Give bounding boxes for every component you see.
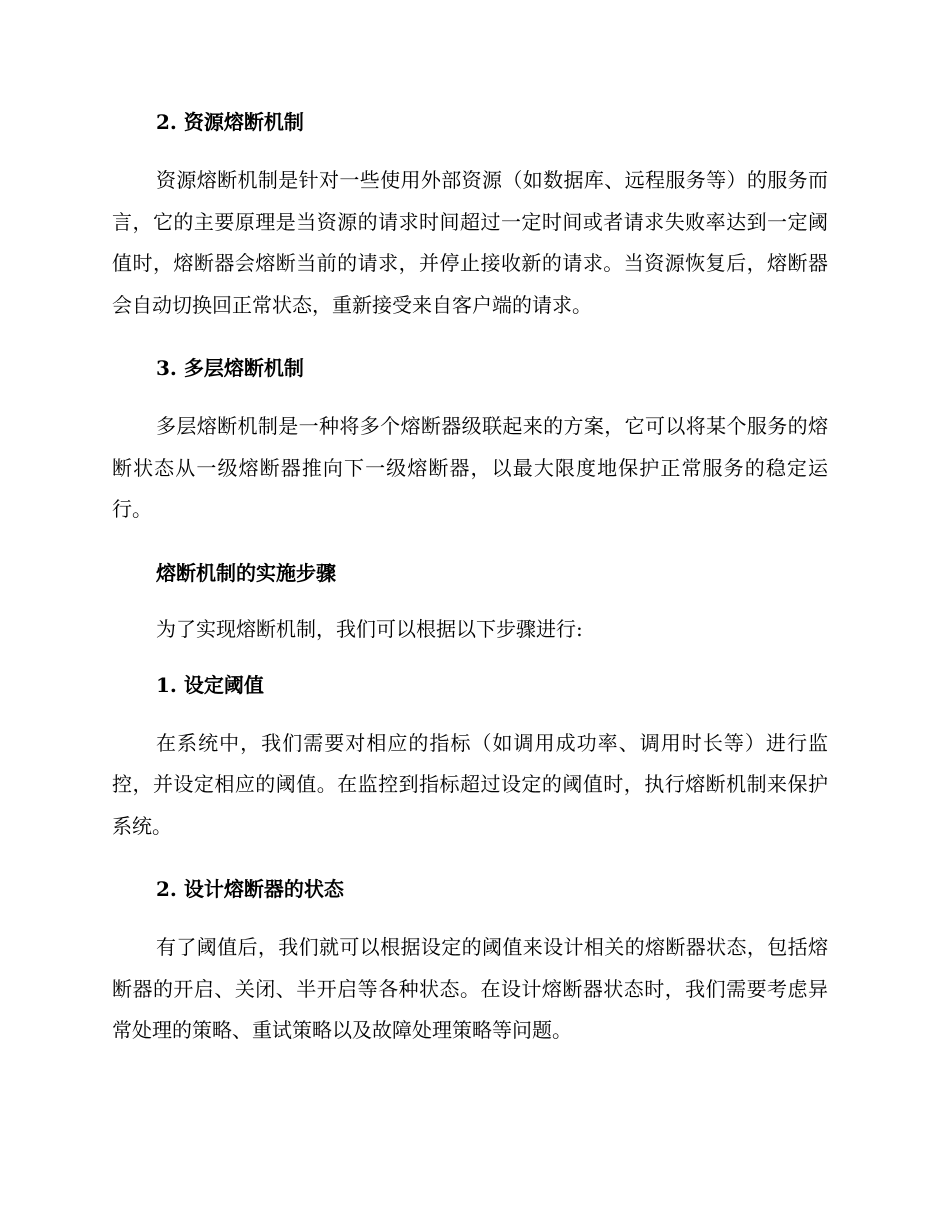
document-content [112, 108, 828, 1052]
section-body-resource-circuit-breaker: 资源熔断机制是针对一些使用外部资源（如数据库、远程服务等）的服务而言，它的主要原理是当资源的请求时间超过一定时间或者请求失败率达到一定阈值时，熔断器会熔断当前的请求，并停止接收新的请求。当资源恢复后，熔断器会自动切换回正常状态，重新接受来自客户端的请求。 [112, 168, 828, 317]
section-heading-implementation-steps: 熔断机制的实施步骤 [156, 560, 336, 585]
section-heading-resource-circuit-breaker: 2. 资源熔断机制 [156, 110, 304, 134]
section-body-design-breaker-states: 有了阈值后，我们就可以根据设定的阈值来设计相关的熔断器状态，包括熔断器的开启、关闭、半开启等各种状态。在设计熔断器状态时，我们需要考虑异常处理的策略、重试策略以及故障处理策略等问题。 [112, 935, 828, 1042]
section-heading-set-threshold: 1. 设定阈值 [156, 672, 264, 697]
section-body-multilayer-circuit-breaker: 多层熔断机制是一种将多个熔断器级联起来的方案，它可以将某个服务的熔断状态从一级熔断器推向下一级熔断器，以最大限度地保护正常服务的稳定运行。 [112, 414, 828, 521]
section-heading-design-breaker-states: 2. 设计熔断器的状态 [156, 877, 344, 901]
section-intro-implementation-steps: 为了实现熔断机制，我们可以根据以下步骤进行: [156, 616, 583, 641]
section-body-set-threshold: 在系统中，我们需要对相应的指标（如调用成功率、调用时长等）进行监控，并设定相应的阈值。在监控到指标超过设定的阈值时，执行熔断机制来保护系统。 [112, 730, 828, 838]
section-heading-multilayer-circuit-breaker: 3. 多层熔断机制 [156, 356, 304, 380]
